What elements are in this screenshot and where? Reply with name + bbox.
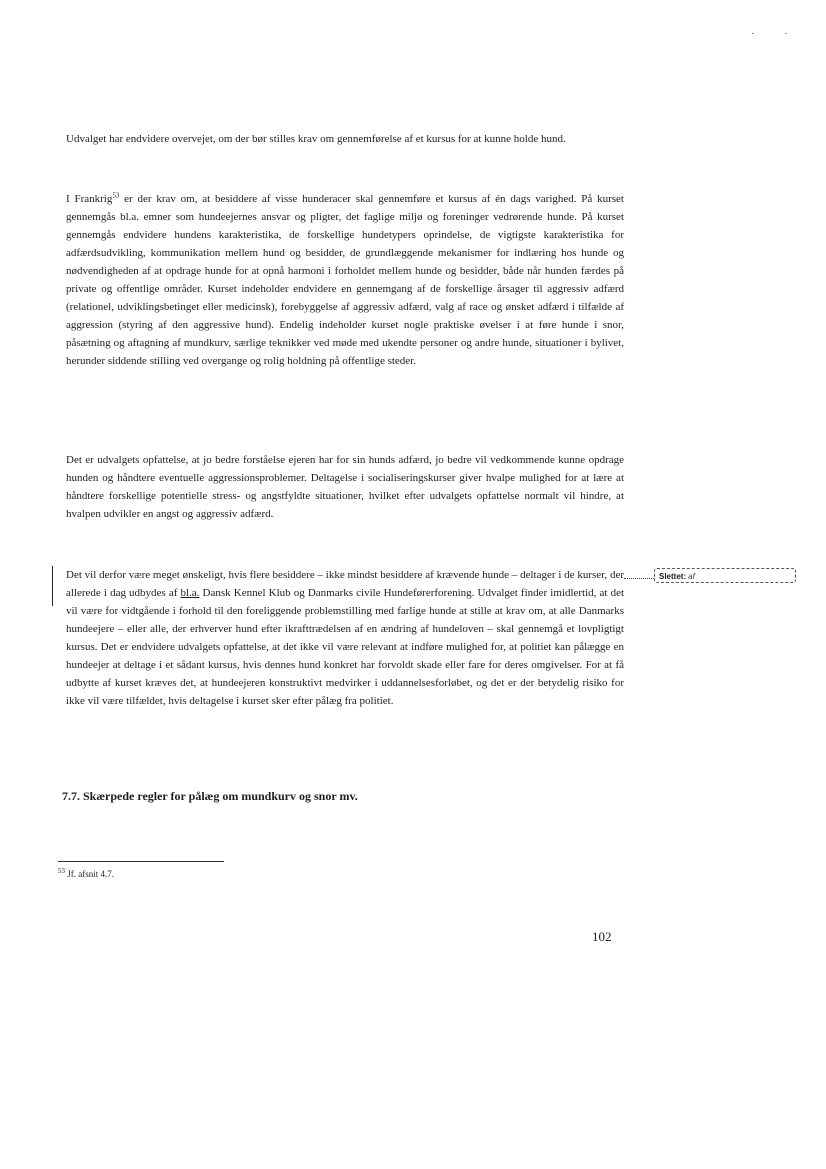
comment-deleted-text: af bbox=[688, 572, 695, 581]
paragraph-text: I Frankrig bbox=[66, 193, 113, 205]
inserted-text: bl.a. bbox=[180, 587, 200, 599]
paragraph-recommendation bbox=[66, 566, 624, 710]
paragraph-text: er der krav om, at besiddere af visse hunderacer skal gennemføre et kursus af én dags varighed. På kurset gennemgås bl.a. emner som hundeejernes ansvar og pligter, det faglige miljø og foreninger vedrørende hunde. På kurset gennemgås endvidere hundens karakteristika, de forskellige hundetypers oprindelse, de vigtigste karakteristika for adfærdsudvikling, kommunikation mellem hund og besidder, de grundlæggende mekanismer for indlæring hos hunde og nødvendigheden af at opdrage hunde for at opnå harmoni i forholdet mellem hunde og besidder, både når hunden færdes på private og offentlige områder. Kurset indeholder endvidere en gennemgang af de forskellige årsager til aggressiv adfærd (relationel, udviklingsbetinget eller medicinsk), forebyggelse af aggressiv adfærd, valg af race og ønsket adfærd i tilfælde af aggression (styring af den aggressive hund). Endelig indeholder kurset nogle praktiske øvelser i at føre hunde i snor, påsætning og aftagning af mundkurv, særlige teknikker ved møde med ukendte personer og andre hunde, situationer i bylivet, herunder siddende stilling ved overgange og rolig holdning på offentlige steder. bbox=[66, 193, 624, 367]
revision-change-bar bbox=[52, 566, 53, 606]
scan-speck bbox=[752, 33, 754, 34]
paragraph-text: Det vil derfor være meget ønskeligt, hvis flere besiddere – ikke mindst besiddere af krævende hunde – deltager i de kurser, der allerede i dag udbydes af bbox=[66, 569, 624, 599]
paragraph-text: Dansk Kennel Klub og Danmarks civile Hundeførerforening. Udvalget finder imidlertid, at det vil være for vidtgående i forhold til den foreliggende problemstilling med farlige hunde at stille at krav om, at alle Danmarks hundeejere – eller alle, der erhverver hund efter ikrafttrædelsen af en ændring af hundeloven – skal gennemgå et lovpligtigt kursus. Det er endvidere udvalgets opfattelse, at det ikke vil være relevant at indføre mulighed for, at politiet kan pålægge en hundeejer at deltage i et sådant kursus, hvis dennes hund konkret har forvoldt skade eller fare for deres omgivelser. For at få udbytte af kurset kræves det, at hundeejeren konstruktivt medvirker i uddannelsesforløbet, og det er der betydelig risiko for ikke vil være tilfældet, hvis deltagelse i kurset sker efter pålæg fra politiet. bbox=[66, 587, 625, 707]
section-heading: 7.7. Skærpede regler for pålæg om mundkurv og snor mv. bbox=[62, 789, 358, 803]
footnote-separator bbox=[58, 861, 224, 862]
paragraph-course-requirement: Udvalget har endvidere overvejet, om der bør stilles krav om gennemførelse af et kursus for at kunne holde hund. bbox=[66, 133, 566, 145]
comment-connector-line bbox=[624, 578, 654, 579]
footnote-text: Jf. afsnit 4.7. bbox=[65, 869, 114, 879]
paragraph-committee-opinion: Det er udvalgets opfattelse, at jo bedre forståelse ejeren har for sin hunds adfærd, jo bedre vil vedkommende kunne opdrage hunden og håndtere eventuelle aggressionsproblemer. Deltagelse i socialiseringskurser giver hvalpe mulighed for at lære at håndtere forskellige potentielle stress- og angstfyldte situationer, hvilket efter udvalgets opfattelse normalt vil hindre, at hvalpen udvikler en angst og aggressiv adfærd. bbox=[66, 454, 624, 520]
page-number: 102 bbox=[592, 929, 612, 944]
footnote bbox=[58, 868, 114, 880]
deletion-comment-balloon[interactable] bbox=[654, 568, 796, 583]
footnote-number: 53 bbox=[58, 867, 65, 875]
comment-label: Slettet: bbox=[659, 572, 687, 581]
footnote-reference[interactable]: 53 bbox=[112, 191, 120, 200]
scan-speck bbox=[785, 33, 787, 34]
paragraph-france-course bbox=[66, 190, 624, 370]
